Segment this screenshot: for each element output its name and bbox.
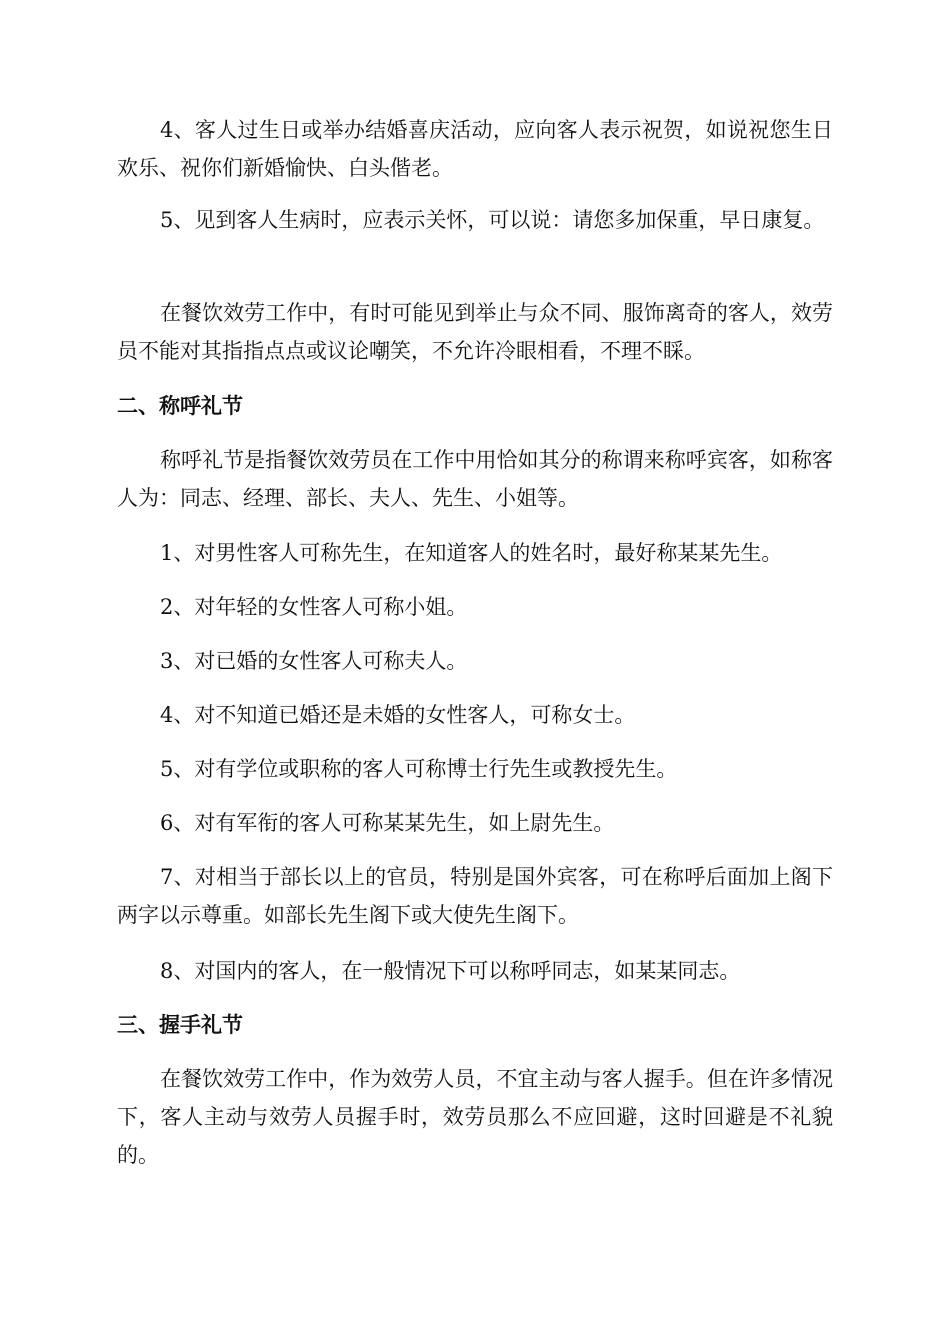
section-heading-handshake-etiquette: 三、握手礼节 bbox=[117, 1013, 243, 1037]
list-item-academic-titles: 5、对有学位或职称的客人可称博士行先生或教授先生。 bbox=[160, 757, 678, 781]
list-item-young-female-guests: 2、对年轻的女性客人可称小姐。 bbox=[160, 595, 468, 619]
list-item-domestic-guests: 8、对国内的客人，在一般情况下可以称呼同志，如某某同志。 bbox=[160, 959, 741, 983]
list-item-male-guests: 1、对男性客人可称先生，在知道客人的姓名时，最好称某某先生。 bbox=[160, 541, 783, 565]
paragraph-handshake: 在餐饮效劳工作中，作为效劳人员，不宜主动与客人握手。但在许多情况下，客人主动与效劳人员握手时，效劳员那么不应回避，这时回避是不礼貌的。 bbox=[117, 1067, 833, 1167]
paragraph-unusual-guests: 在餐饮效劳工作中，有时可能见到举止与众不同、服饰离奇的客人，效劳员不能对其指指点点或议论嘲笑，不允许冷眼相看，不理不睬。 bbox=[117, 301, 833, 363]
paragraph-illness-care: 5、见到客人生病时，应表示关怀，可以说：请您多加保重，早日康复。 bbox=[160, 208, 825, 232]
list-item-military-rank: 6、对有军衔的客人可称某某先生，如上尉先生。 bbox=[160, 811, 615, 835]
list-item-unknown-marital-status: 4、对不知道已婚还是未婚的女性客人，可称女士。 bbox=[160, 703, 636, 727]
paragraph-birthday-greeting: 4、客人过生日或举办结婚喜庆活动，应向客人表示祝贺，如说祝您生日欢乐、祝你们新婚愉快、白头偕老。 bbox=[117, 118, 833, 180]
list-item-married-female-guests: 3、对已婚的女性客人可称夫人。 bbox=[160, 649, 468, 673]
section-heading-addressing-etiquette: 二、称呼礼节 bbox=[117, 394, 243, 418]
paragraph-addressing-intro: 称呼礼节是指餐饮效劳员在工作中用恰如其分的称谓来称呼宾客，如称客人为：同志、经理、部长、夫人、先生、小姐等。 bbox=[117, 448, 833, 510]
list-item-senior-officials: 7、对相当于部长以上的官员，特别是国外宾客，可在称呼后面加上阁下两字以示尊重。如部长先生阁下或大使先生阁下。 bbox=[117, 865, 833, 927]
